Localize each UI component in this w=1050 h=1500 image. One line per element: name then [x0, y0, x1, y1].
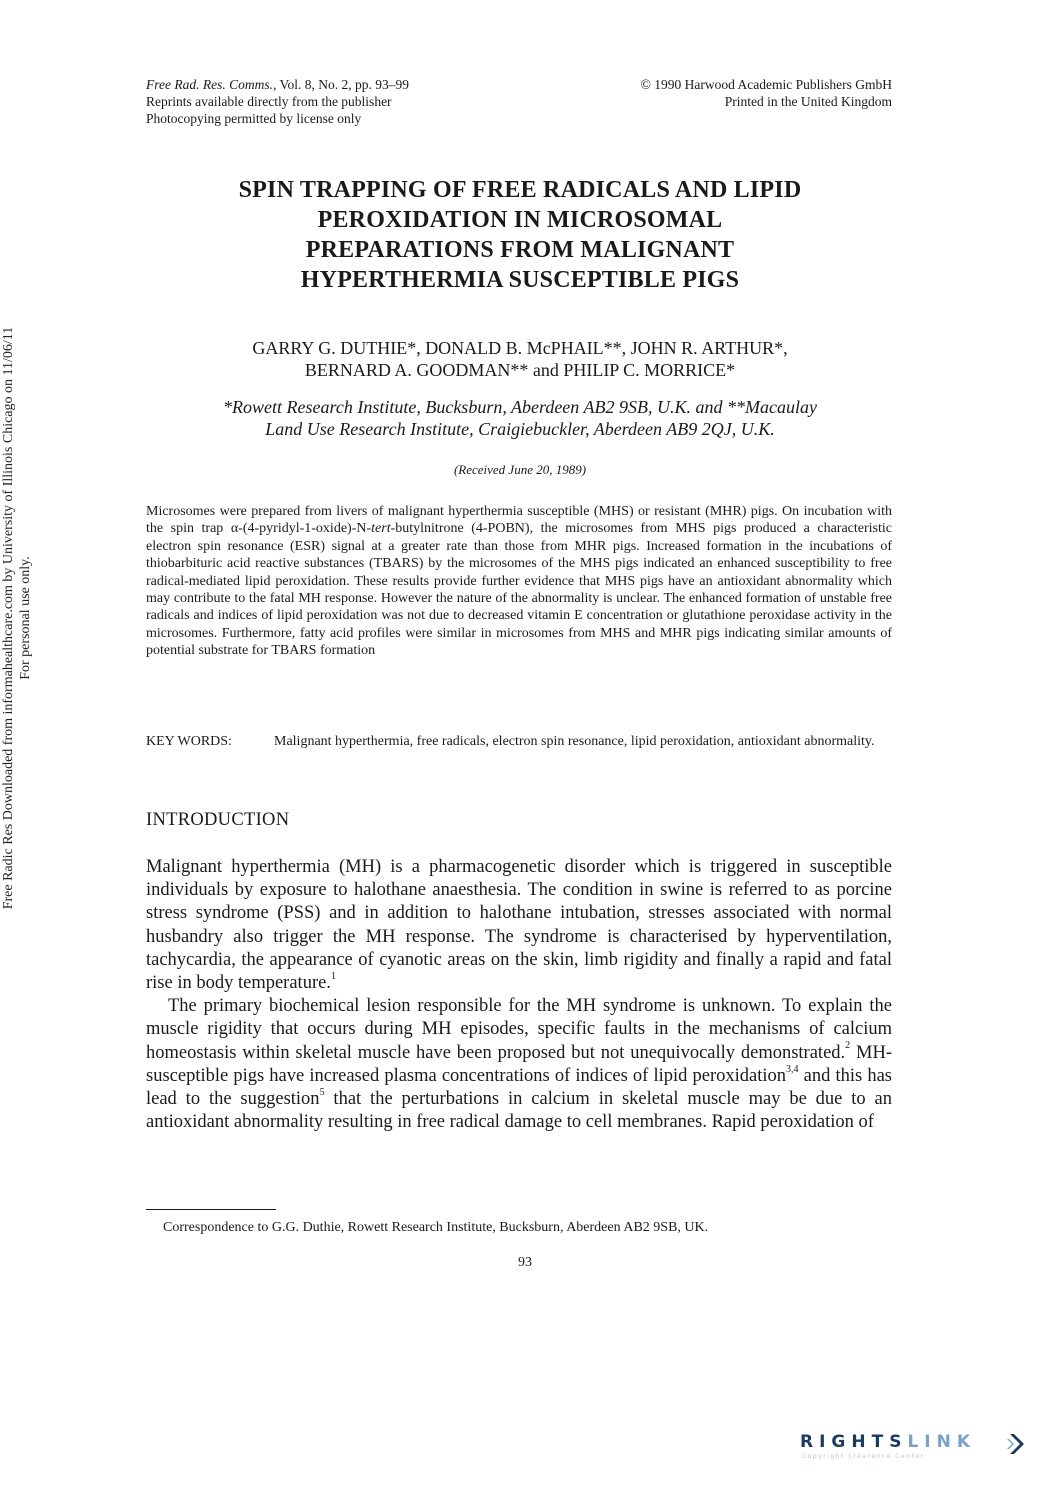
affiliation-line: *Rowett Research Institute, Bucksburn, Aberdeen AB2 9SB, U.K. and **Macaulay: [223, 397, 817, 417]
keywords-text: Malignant hyperthermia, free radicals, electron spin resonance, lipid peroxidation, antioxidant abnormality.: [274, 734, 875, 749]
reference-mark: 1: [330, 970, 336, 982]
title-line: PREPARATIONS FROM MALIGNANT: [305, 237, 735, 263]
section-heading: INTRODUCTION: [146, 810, 290, 830]
logo-word-dark: RIGHTS: [800, 1432, 908, 1452]
printed-line: Printed in the United Kingdom: [724, 94, 892, 109]
body-text: [146, 856, 892, 1134]
affiliation-line: Land Use Research Institute, Craigiebuckler, Aberdeen AB9 2QJ, U.K.: [265, 419, 775, 439]
journal-name: Free Rad. Res. Comms.: [146, 77, 273, 92]
footnote: Correspondence to G.G. Duthie, Rowett Research Institute, Bucksburn, Aberdeen AB2 9SB, UK.: [163, 1220, 709, 1235]
paragraph-text: and this has lead to the suggestion: [146, 1065, 892, 1110]
logo-chevron-icon: [1006, 1432, 1030, 1456]
citation-line: [146, 76, 409, 93]
title-line: SPIN TRAPPING OF FREE RADICALS AND LIPID: [238, 177, 802, 203]
title-line: HYPERTHERMIA SUSCEPTIBLE PIGS: [300, 267, 740, 293]
reprints-note: Reprints available directly from the publisher: [146, 94, 392, 109]
author-line: GARRY G. DUTHIE*, DONALD B. McPHAIL**, JOHN R. ARTHUR*,: [252, 338, 788, 358]
abstract-text: -butylnitrone (4-POBN), the microsomes from MHS pigs produced a characteristic electron spin resonance (ESR) signal at a greater rate than those from MHR pigs. Increased formation in the incubations of thiobarbituric acid reactive substances (TBARS) by the microsomes of the MHS pigs indicated an enhanced susceptibility to free radical-mediated lipid peroxidation. These results provide further evidence that MHS pigs have an antioxidant abnormality which may contribute to the fatal MH response. However the nature of the abnormality is unclear. The enhanced formation of unstable free radicals and indices of lipid peroxidation was not due to decreased vitamin E concentration or glutathione peroxidase activity in the microsomes. Furthermore, fatty acid profiles were similar in microsomes from MHS and MHR pigs indicating similar amounts of potential substrate for TBARS formation: [146, 521, 892, 659]
paragraph: [146, 995, 892, 1134]
watermark-line: Free Radic Res Downloaded from informahealthcare.com by University of Illinois Chicago on 11/06/11: [1, 326, 16, 910]
rightslink-logo[interactable]: [800, 1432, 1030, 1472]
abstract-italic: tert: [371, 521, 391, 537]
paragraph: [146, 856, 892, 995]
keywords-label: KEY WORDS:: [146, 734, 232, 749]
logo-word-light: LINK: [907, 1432, 976, 1452]
watermark-line: For personal use only.: [18, 556, 33, 680]
article-title: [150, 175, 890, 295]
paragraph-text: Malignant hyperthermia (MH) is a pharmacogenetic disorder which is triggered in susceptible individuals by exposure to halothane anaesthesia. The condition in swine is referred to as porcine stress syndrome (PSS) and in addition to halothane intubation, stresses associated with normal husbandry also trigger the MH response. The syndrome is characterised by hyperventilation, tachycardia, the appearance of cyanotic areas on the skin, limb rigidity and finally a rapid and fatal rise in body temperature.: [146, 857, 892, 994]
affiliations: [110, 396, 930, 440]
copyright-line: © 1990 Harwood Academic Publishers GmbH: [640, 77, 892, 92]
footnote-rule: [146, 1209, 276, 1210]
download-watermark: [0, 118, 60, 1118]
title-line: PEROXIDATION IN MICROSOMAL: [317, 207, 723, 233]
photocopying-note: Photocopying permitted by license only: [146, 111, 362, 126]
author-list: [130, 337, 910, 381]
volume-pages: , Vol. 8, No. 2, pp. 93–99: [272, 77, 409, 92]
logo-wordmark: [800, 1432, 1030, 1452]
received-date: (Received June 20, 1989): [453, 462, 587, 477]
publisher-block: [641, 76, 892, 110]
abstract-text: Microsomes were prepared from livers of malignant hyperthermia susceptible (MHS) or resistant (MHR) pigs. On incubation with the spin trap α-(4-pyridyl-1-oxide)-N-: [146, 504, 892, 537]
abstract: [146, 503, 892, 660]
reference-mark: 2: [845, 1040, 851, 1052]
citation-block: [146, 76, 409, 127]
paragraph-text: that the perturbations in calcium in skeletal muscle may be due to an antioxidant abnormality resulting in free radical damage to cell membranes. Rapid peroxidation of: [146, 1089, 892, 1133]
reference-mark: 3,4: [786, 1063, 799, 1075]
page-number: 93: [518, 1255, 532, 1270]
author-line: BERNARD A. GOODMAN** and PHILIP C. MORRICE*: [304, 360, 736, 380]
reference-mark: 5: [319, 1086, 325, 1098]
keywords: [146, 733, 892, 750]
logo-subtitle: Copyright Clearance Center: [802, 1453, 925, 1460]
paragraph-text: The primary biochemical lesion responsible for the MH syndrome is unknown. To explain the muscle rigidity that occurs during MH episodes, specific faults in the mechanisms of calcium homeostasis within skeletal muscle have been proposed but not unequivocally demonstrated.: [146, 996, 892, 1063]
paragraph-text: MH-susceptible pigs have increased plasma concentrations of indices of lipid peroxidation: [146, 1042, 892, 1086]
